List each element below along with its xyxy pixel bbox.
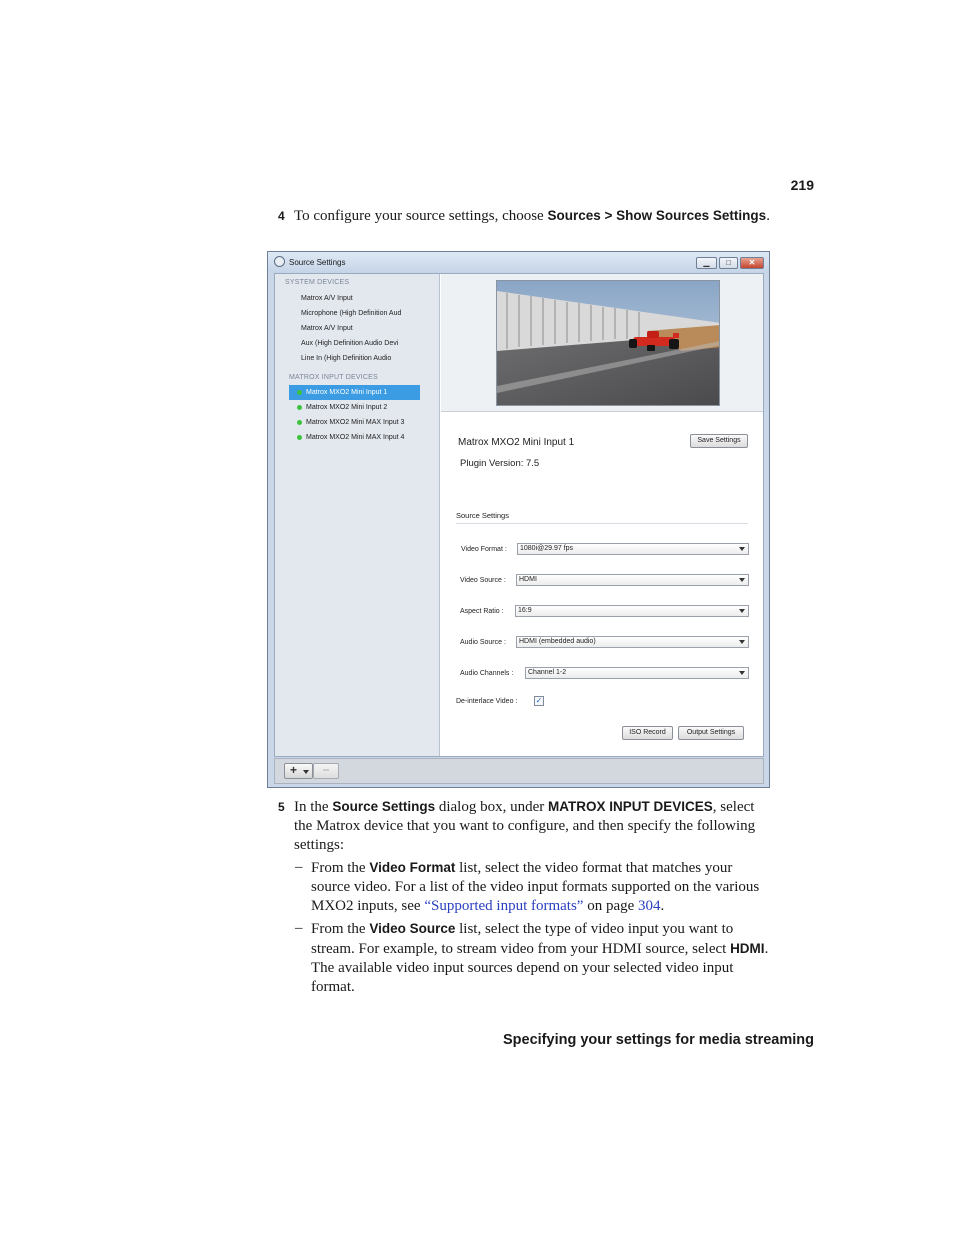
device-name: Matrox MXO2 Mini Input 1 bbox=[458, 437, 575, 448]
status-dot-icon bbox=[297, 405, 302, 410]
remove-device-button[interactable]: − bbox=[313, 763, 339, 779]
system-device-item[interactable]: Line In (High Definition Audio bbox=[301, 355, 392, 362]
step-text-part: dialog box, under bbox=[435, 799, 549, 815]
source-settings-dialog bbox=[267, 251, 770, 788]
dropdown-arrow-icon bbox=[739, 671, 745, 675]
source-settings-header: Source Settings bbox=[456, 511, 509, 520]
ui-term: Video Source bbox=[369, 921, 456, 936]
video-format-select[interactable] bbox=[517, 543, 749, 555]
audio-channels-select[interactable] bbox=[525, 667, 749, 679]
settings-pane bbox=[441, 274, 763, 756]
dropdown-arrow-icon bbox=[739, 578, 745, 582]
status-dot-icon bbox=[297, 390, 302, 395]
dropdown-arrow-icon bbox=[739, 609, 745, 613]
dropdown-arrow-icon bbox=[739, 640, 745, 644]
plus-icon: + bbox=[290, 763, 298, 777]
audio-source-label: Audio Source : bbox=[460, 639, 506, 646]
status-dot-icon bbox=[297, 420, 302, 425]
device-label: Matrox MXO2 Mini MAX Input 4 bbox=[306, 434, 405, 441]
bullet-text-part: . bbox=[660, 898, 665, 914]
video-source-value: HDMI bbox=[519, 576, 537, 583]
chevron-down-icon bbox=[303, 770, 309, 774]
output-settings-button[interactable]: Output Settings bbox=[678, 726, 744, 740]
step-text-part: . bbox=[766, 208, 770, 224]
status-dot-icon bbox=[297, 435, 302, 440]
bullet-text-part: From the bbox=[311, 860, 370, 876]
step-number: 5 bbox=[278, 800, 285, 814]
deinterlace-checkbox[interactable]: ✓ bbox=[535, 696, 543, 705]
matrox-device-item[interactable] bbox=[289, 400, 420, 415]
system-device-item[interactable]: Microphone (High Definition Aud bbox=[301, 310, 402, 317]
iso-record-button[interactable]: ISO Record bbox=[622, 726, 673, 740]
save-settings-button[interactable]: Save Settings bbox=[690, 434, 748, 448]
deinterlace-label: De-interlace Video : bbox=[456, 698, 518, 705]
bullet-text-part: From the bbox=[311, 921, 370, 937]
bullet-dash: – bbox=[295, 920, 303, 936]
dropdown-arrow-icon bbox=[739, 547, 745, 551]
step-text-part: To configure your source settings, choose bbox=[294, 208, 548, 224]
audio-channels-label: Audio Channels : bbox=[460, 670, 514, 677]
matrox-devices-header: MATROX INPUT DEVICES bbox=[289, 374, 378, 381]
ui-term: HDMI bbox=[730, 941, 765, 956]
ui-term: Video Format bbox=[369, 860, 456, 875]
step-5 bbox=[278, 797, 773, 855]
matrox-device-item[interactable] bbox=[289, 430, 420, 445]
video-source-select[interactable] bbox=[516, 574, 749, 586]
step-text bbox=[294, 797, 773, 855]
system-device-item[interactable]: Matrox A/V Input bbox=[301, 295, 353, 302]
bullet-text-part: . The available video input sources depend on your selected video input format. bbox=[311, 941, 769, 995]
menu-command: Sources > Show Sources Settings bbox=[547, 208, 767, 223]
system-device-item[interactable]: Aux (High Definition Audio Devi bbox=[301, 340, 399, 347]
minimize-button[interactable]: ▁ bbox=[696, 257, 717, 269]
plugin-version: Plugin Version: 7.5 bbox=[460, 458, 540, 469]
video-preview bbox=[496, 280, 720, 406]
aspect-ratio-label: Aspect Ratio : bbox=[460, 608, 504, 615]
running-footer: Specifying your settings for media streaming bbox=[502, 1032, 814, 1048]
video-format-value: 1080i@29.97 fps bbox=[520, 545, 574, 552]
bullet-text-part: list, select the type of video input you want to stream. For example, to stream video from your HDMI source, select bbox=[311, 921, 734, 957]
video-source-label: Video Source : bbox=[460, 577, 506, 584]
bottom-toolbar bbox=[274, 758, 764, 784]
close-button[interactable]: ✕ bbox=[740, 257, 764, 269]
add-device-button[interactable] bbox=[284, 763, 313, 779]
step-text-part: In the bbox=[294, 799, 333, 815]
dialog-body bbox=[274, 273, 764, 757]
bullet-text bbox=[311, 919, 773, 997]
preview-area bbox=[441, 274, 763, 412]
step-4 bbox=[278, 206, 773, 226]
matrox-device-item[interactable] bbox=[289, 385, 420, 400]
page-number: 219 bbox=[790, 177, 814, 193]
bullet-text-part: on page bbox=[583, 898, 639, 914]
bullet-text bbox=[311, 858, 773, 916]
bullet-text-part: list, select the video format that matches your source video. For a list of the video input formats supported on the various MXO2 inputs, see bbox=[311, 860, 760, 914]
aspect-ratio-value: 16:9 bbox=[518, 607, 532, 614]
system-devices-header: SYSTEM DEVICES bbox=[285, 279, 350, 286]
device-label: Matrox MXO2 Mini MAX Input 3 bbox=[306, 419, 405, 426]
step-text bbox=[294, 206, 773, 226]
aspect-ratio-select[interactable] bbox=[515, 605, 749, 617]
page-link[interactable]: 304 bbox=[638, 898, 661, 914]
audio-source-select[interactable] bbox=[516, 636, 749, 648]
ui-term: MATROX INPUT DEVICES bbox=[548, 799, 713, 814]
system-device-item[interactable]: Matrox A/V Input bbox=[301, 325, 353, 332]
device-label: Matrox MXO2 Mini Input 2 bbox=[306, 404, 388, 411]
audio-channels-value: Channel 1-2 bbox=[528, 669, 567, 676]
cross-reference-link[interactable]: “Supported input formats” bbox=[424, 898, 584, 914]
title-bar bbox=[268, 252, 769, 273]
bullet-video-format bbox=[295, 858, 773, 916]
step-text-part: , select the Matrox device that you want to configure, and then specify the following settings: bbox=[294, 799, 756, 853]
bullet-dash: – bbox=[295, 859, 303, 875]
bullet-video-source bbox=[295, 919, 773, 997]
audio-source-value: HDMI (embedded audio) bbox=[519, 638, 596, 645]
ui-term: Source Settings bbox=[332, 799, 436, 814]
divider bbox=[456, 523, 748, 524]
window-title: Source Settings bbox=[289, 258, 346, 267]
device-label: Matrox MXO2 Mini Input 1 bbox=[306, 389, 388, 396]
video-format-label: Video Format : bbox=[461, 546, 507, 553]
app-icon bbox=[274, 256, 285, 267]
device-list-pane bbox=[275, 274, 440, 756]
maximize-button[interactable]: □ bbox=[719, 257, 738, 269]
matrox-device-item[interactable] bbox=[289, 415, 420, 430]
step-number: 4 bbox=[278, 209, 285, 223]
